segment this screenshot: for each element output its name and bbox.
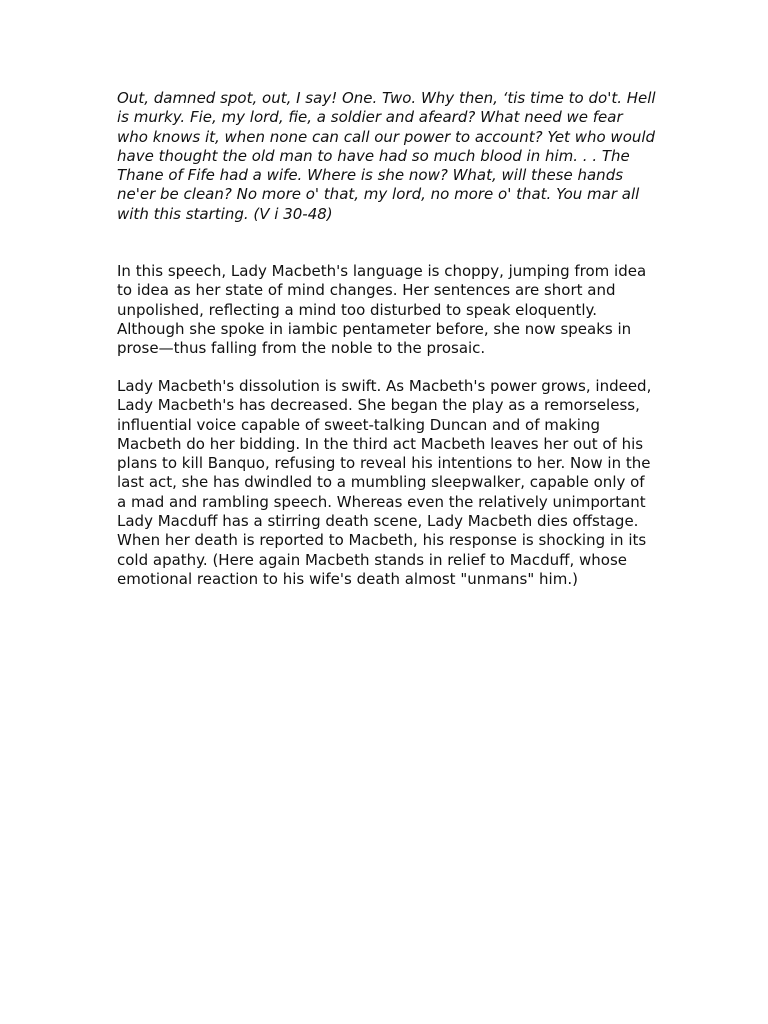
quoted-speech: Out, damned spot, out, I say! One. Two. Why then, ‘tis time to do't. Hell is murky. Fie, my lord, fie, a soldier and afeard? What need we fear who knows it, when none can call our power to account? Yet who would have thought the old man to have had so much blood in him. . . The Thane of Fife had a wife. Where is she now? What, will these hands ne'er be clean? No more o' that, my lord, no more o' that. You mar all with this starting. (V i 30-48) <box>117 89 656 223</box>
analysis-paragraph-2: Lady Macbeth's dissolution is swift. As Macbeth's power grows, indeed, Lady Macbeth's has decreased. She began the play as a remorseless, influential voice capable of sweet-talking Duncan and of making Macbeth do her bidding. In the third act Macbeth leaves her out of his plans to kill Banquo, refusing to reveal his intentions to her. Now in the last act, she has dwindled to a mumbling sleepwalker, capable only of a mad and rambling speech. Whereas even the relatively unimportant Lady Macduff has a stirring death scene, Lady Macbeth dies offstage. When her death is reported to Macbeth, his response is shocking in its cold apathy. (Here again Macbeth stands in relief to Macduff, whose emotional reaction to his wife's death almost "unmans" him.) <box>117 377 652 588</box>
analysis-paragraph-1: In this speech, Lady Macbeth's language is choppy, jumping from idea to idea as her state of mind changes. Her sentences are short and unpolished, reflecting a mind too disturbed to speak eloquently. Although she spoke in iambic pentameter before, she now speaks in prose—thus falling from the noble to the prosaic. <box>117 262 647 358</box>
